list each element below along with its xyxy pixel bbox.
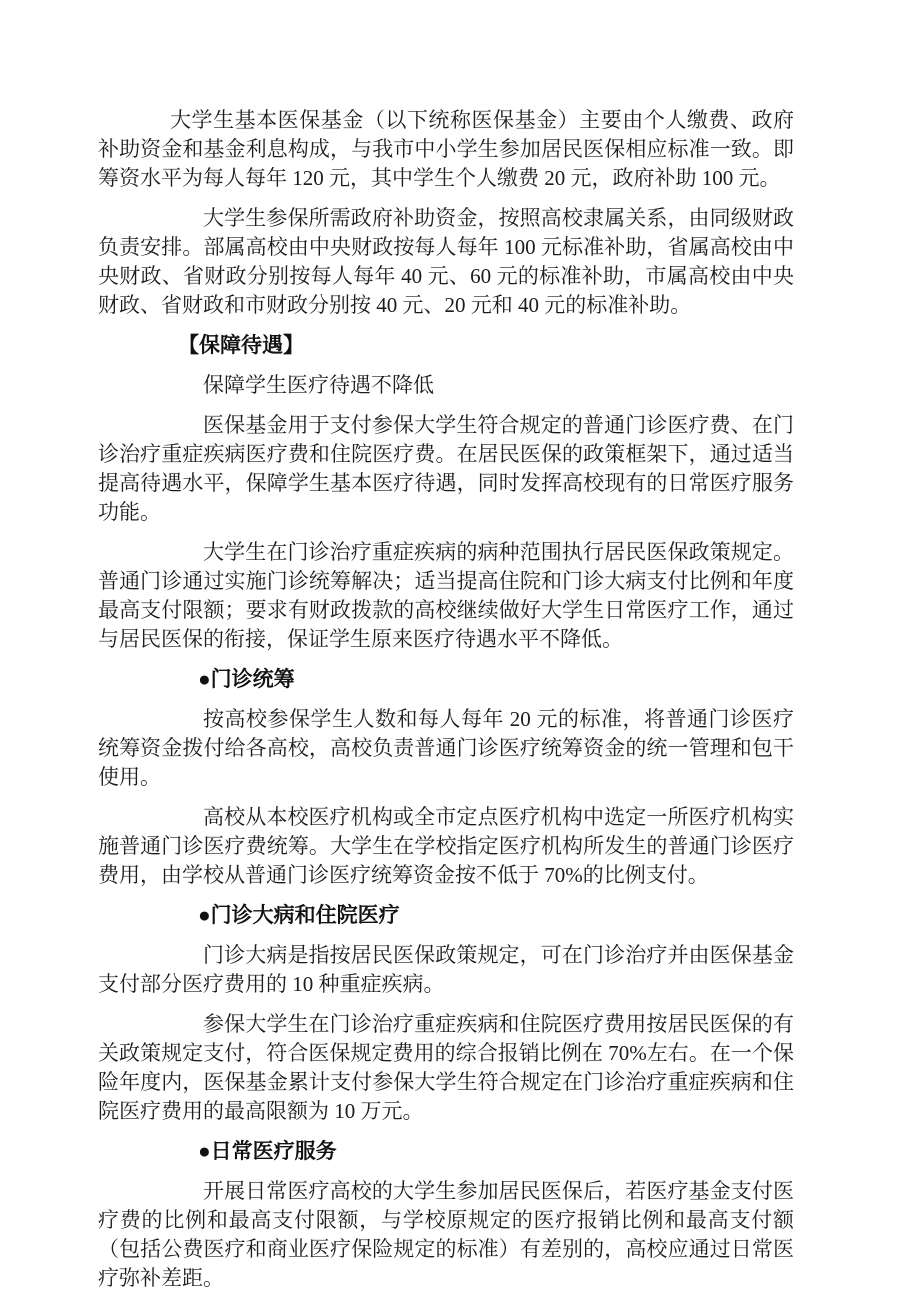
paragraph: 门诊大病是指按居民医保政策规定，可在门诊治疗并由医保基金支付部分医疗费用的 10 种重症疾病。 — [98, 943, 794, 996]
paragraph: 高校从本校医疗机构或全市定点医疗机构中选定一所医疗机构实施普通门诊医疗费统筹。大学生在学校指定医疗机构所发生的普通门诊医疗费用，由学校从普通门诊医疗统筹资金按不低于 70%的比例支付。 — [98, 805, 794, 887]
paragraph: 开展日常医疗高校的大学生参加居民医保后，若医疗基金支付医疗费的比例和最高支付限额，与学校原规定的医疗报销比例和最高支付额（包括公费医疗和商业医疗保险规定的标准）有差别的，高校应通过日常医疗弥补差距。 — [98, 1179, 794, 1290]
document-body — [98, 106, 794, 1293]
bullet-heading: ●日常医疗服务 — [198, 1139, 337, 1163]
paragraph: 参保大学生在门诊治疗重症疾病和住院医疗费用按居民医保的有关政策规定支付，符合医保规定费用的综合报销比例在 70%左右。在一个保险年度内，医保基金累计支付参保大学生符合规定在门诊治疗重症疾病和住院医疗费用的最高限额为 10 万元。 — [98, 1012, 794, 1123]
paragraph: 按高校参保学生人数和每人每年 20 元的标准，将普通门诊医疗统筹资金拨付给各高校，高校负责普通门诊医疗统筹资金的统一管理和包干使用。 — [98, 707, 794, 789]
paragraph: 大学生在门诊治疗重症疾病的病种范围执行居民医保政策规定。普通门诊通过实施门诊统筹解决；适当提高住院和门诊大病支付比例和年度最高支付限额；要求有财政拨款的高校继续做好大学生日常医疗工作，通过与居民医保的衔接，保证学生原来医疗待遇水平不降低。 — [98, 540, 794, 651]
bullet-heading: ●门诊大病和住院医疗 — [198, 903, 400, 927]
paragraph: 大学生基本医保基金（以下统称医保基金）主要由个人缴费、政府补助资金和基金利息构成，与我市中小学生参加居民医保相应标准一致。即筹资水平为每人每年 120 元，其中学生个人缴费 20 元，政府补助 100 元。 — [98, 108, 794, 190]
subheading: 保障学生医疗待遇不降低 — [203, 373, 434, 397]
paragraph: 医保基金用于支付参保大学生符合规定的普通门诊医疗费、在门诊治疗重症疾病医疗费和住院医疗费。在居民医保的政策框架下，通过适当提高待遇水平，保障学生基本医疗待遇，同时发挥高校现有的日常医疗服务功能。 — [98, 413, 794, 524]
paragraph: 大学生参保所需政府补助资金，按照高校隶属关系，由同级财政负责安排。部属高校由中央财政按每人每年 100 元标准补助，省属高校由中央财政、省财政分别按每人每年 40 元、60 元的标准补助，市属高校由中央财政、省财政和市财政分别按 40 元、20 元和 40 元的标准补助。 — [98, 206, 794, 317]
section-heading: 【保障待遇】 — [178, 333, 304, 357]
bullet-heading: ●门诊统筹 — [198, 667, 295, 691]
